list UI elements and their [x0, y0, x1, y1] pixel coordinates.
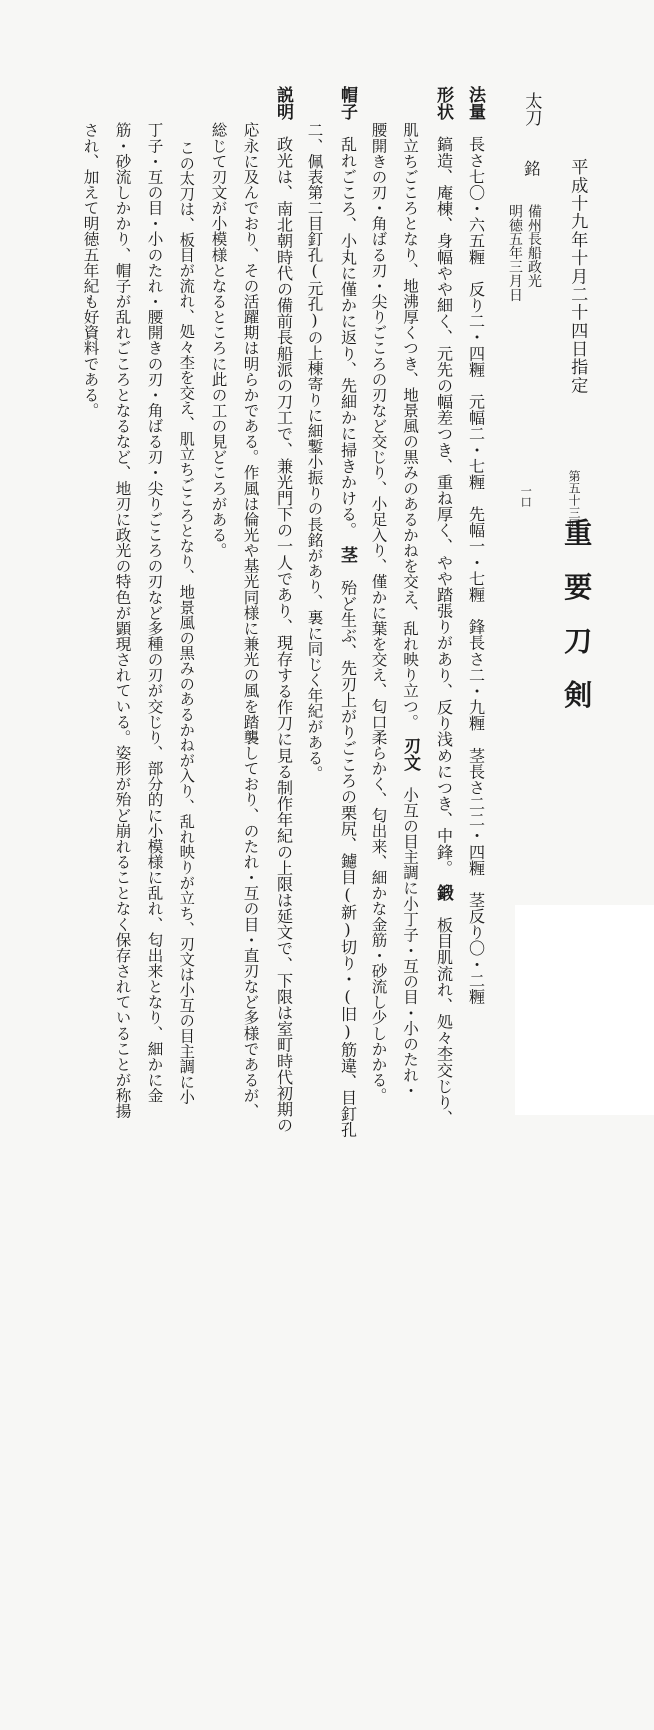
kitae-text: 板目肌流れ、処々杢交じり、	[434, 916, 453, 1126]
document-title: 重要刀剣	[560, 518, 594, 735]
setsumei-column	[274, 86, 291, 1298]
boshi-text: 乱れごころ、小丸に僅かに返り、先細かに掃きかける。	[338, 136, 357, 531]
setsumei-text: 政光は、南北朝時代の備前長船派の刀工で、兼光門下の一人であり、現存する作刀に見る制作年紀の上限は延文で、下限は室町時代初期の	[274, 136, 293, 1134]
setsumei-line-5: 丁子・互の目・小のたれ・腰開きの刃・角ばる刃・尖りごころの刃など多種の刃が交じり、部分的に小模様に乱れ、匂出来となり、細かに金	[145, 122, 164, 1103]
hamon-label: 刃文	[400, 737, 420, 772]
setsumei-line-4: この太刀は、板目が流れ、処々杢を交え、肌立ちごころとなり、地景風の黒みのあるかねが入り、乱れ映りが立ち、刃文は小互の目主調に小	[177, 140, 196, 1105]
session-number: 第五十三回	[567, 470, 582, 531]
keijo-line-3: 腰開きの刃・角ばる刃・尖りごころの刃など交じり、小足入り、僅かに葉を交え、匂口柔らかく、匂出来、細かな金筋・砂流し少しかかる。	[369, 122, 388, 1103]
keijo-line-2	[401, 122, 418, 1334]
houryo-text: 長さ七〇・六五糎 反り二・四糎 元幅二・七糎 先幅一・七糎 鋒長さ二・九糎 茎長さ二二・四糎 茎反り〇・二糎	[466, 136, 485, 1005]
boshi-line-2: 二、佩表第二目釘孔(元孔)の上棟寄りに細鏨小振りの長銘があり、裏に同じく年紀がある。	[305, 122, 324, 781]
mei-line-1: 備州長船政光	[524, 204, 541, 288]
boshi-column	[338, 86, 355, 1298]
item-count: 一口	[519, 485, 533, 508]
houryo-label: 法量	[465, 86, 485, 120]
setsumei-line-2: 応永に及んでおり、その活躍期は明らかである。作風は倫光や基光同様に兼光の風を踏襲しており、のたれ・互の目・直刃など多様であるが、	[241, 122, 260, 1119]
keijo-text: 鎬造、庵棟、身幅やや細く、元先の幅差つき、重ね厚く、やや踏張りがあり、反り浅めにつき、中鋒。	[434, 136, 453, 868]
boshi-label: 帽子	[337, 86, 357, 120]
kitae-label: 鍛	[433, 883, 453, 901]
setsumei-line-3: 総じて刃文が小模様となるところに此の工の見どころがある。	[209, 122, 228, 558]
sword-type: 太刀	[521, 92, 542, 127]
houryo-column	[466, 86, 483, 1298]
nakago-text: 殆ど生ぶ、先刃上がりごころの栗尻、鑢目(新)切り・(旧)筋違、目釘孔	[338, 579, 357, 1138]
setsumei-line-7: され、加えて明徳五年紀も好資料である。	[81, 122, 100, 418]
keijo-line-2-text: 肌立ちごころとなり、地沸厚くつき、地景風の黒みのあるかねを交え、乱れ映り立つ。	[401, 122, 419, 722]
setsumei-label: 説明	[273, 86, 293, 120]
mei-line-2: 明徳五年三月日	[505, 204, 522, 302]
nakago-label: 茎	[337, 546, 357, 564]
setsumei-line-6: 筋・砂流しかかり、帽子が乱れごころとなるなど、地刃に政光の特色が顕現されている。姿形が殆ど崩れることなく保存されていることが称揚	[113, 122, 132, 1119]
keijo-column	[434, 86, 451, 1298]
keijo-label: 形状	[433, 86, 453, 120]
designation-date: 平成十九年十月二十四日指定	[567, 158, 588, 395]
mei-label: 銘	[521, 160, 541, 177]
blank-patch	[515, 905, 654, 1115]
hamon-text: 小互の目主調に小丁子・互の目・小のたれ・	[401, 786, 419, 1099]
